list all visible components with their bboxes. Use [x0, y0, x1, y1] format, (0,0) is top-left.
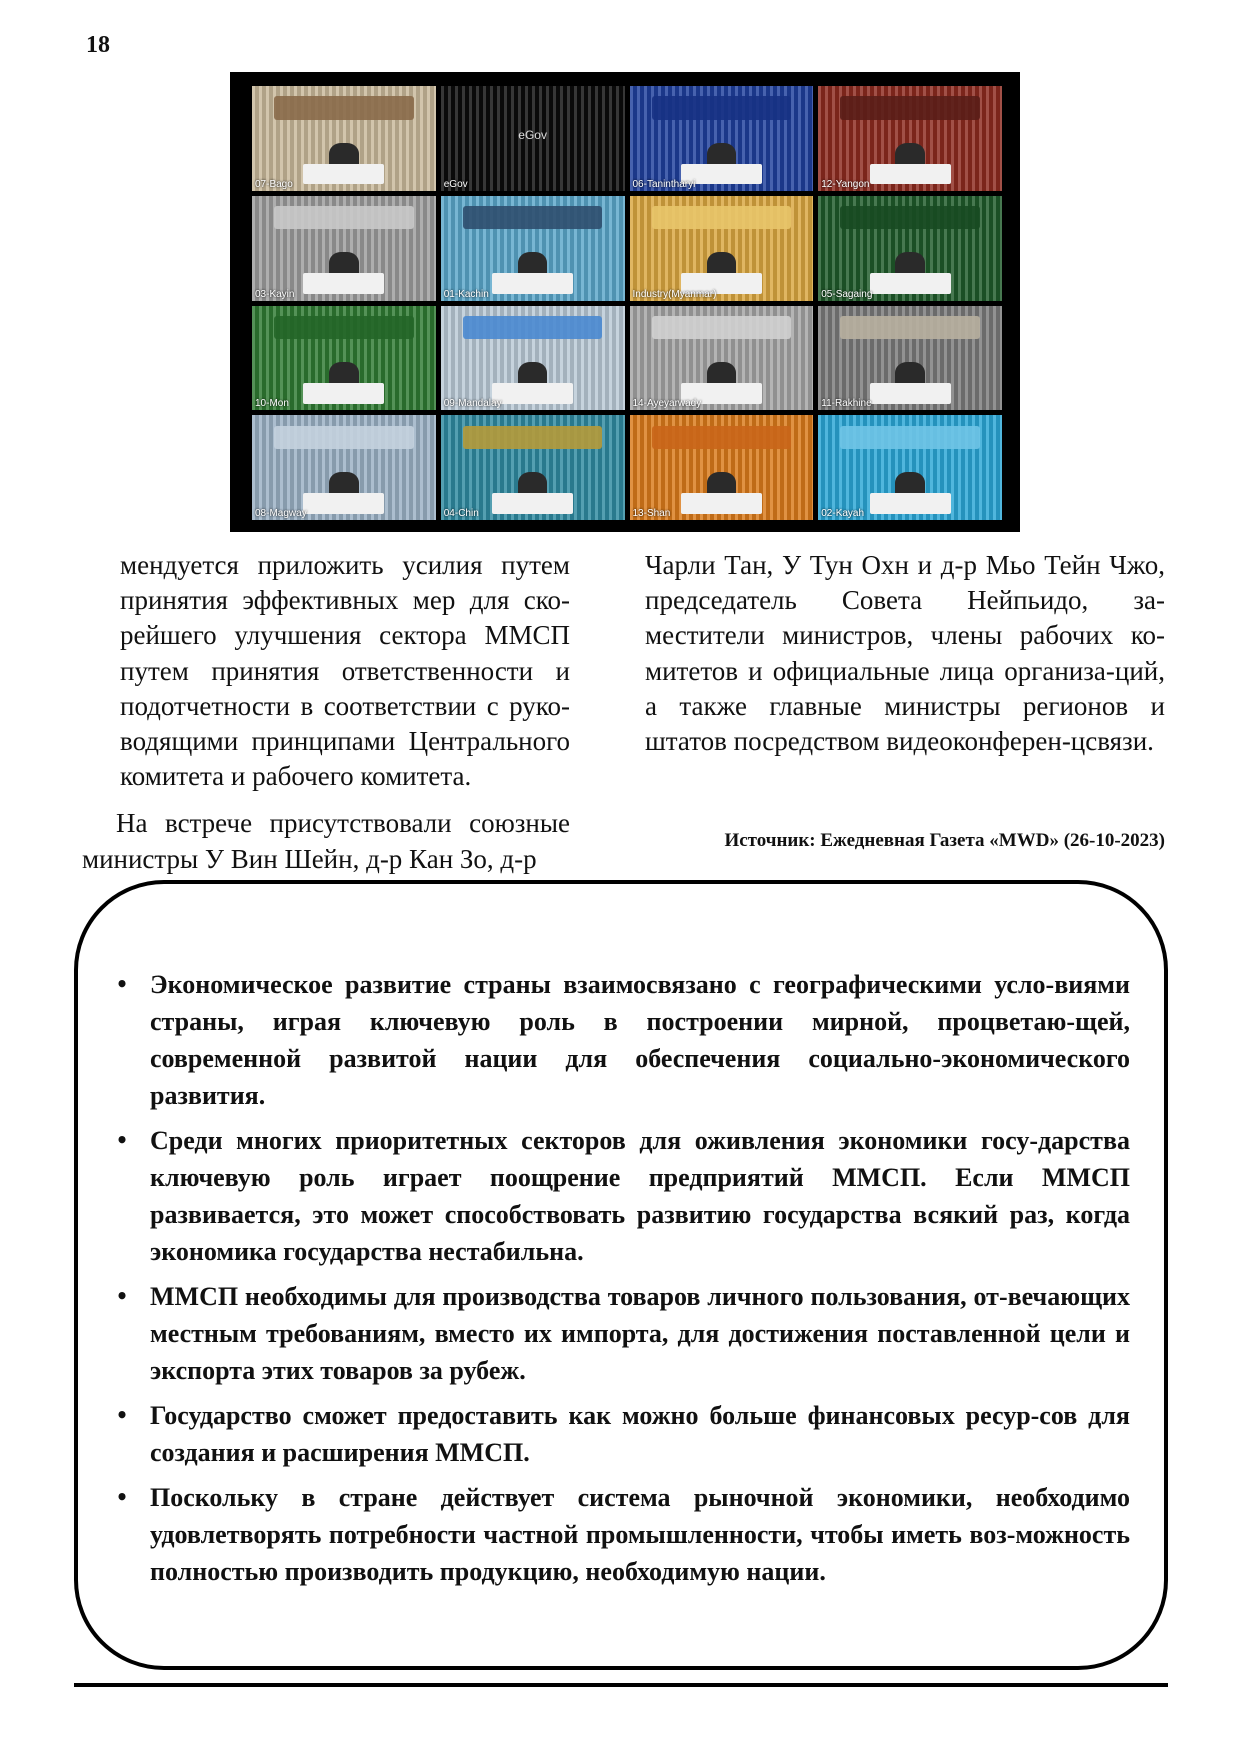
tile-label: Industry(Myanmar) [632, 288, 717, 300]
video-tile [252, 415, 436, 520]
left-paragraph-1: мендуется приложить усилия путем принятия эффективных мер для ско-рейшего улучшения сектора ММСП путем принятия ответственности и подотчетности в соответствии с руко-водящими принципами Центрального комитета и рабочего комитета. [120, 550, 570, 792]
tile-banner [274, 96, 414, 119]
video-conference-photo [230, 72, 1020, 532]
left-column [82, 548, 570, 877]
bullet-icon: • [115, 972, 129, 996]
desk [870, 273, 951, 294]
desk [303, 164, 384, 185]
summary-item [112, 1397, 1130, 1471]
video-tile [818, 196, 1002, 301]
right-column [645, 548, 1165, 759]
tile-label: 07-Bago [255, 178, 293, 190]
summary-item-text: Экономическое развитие страны взаимосвязано с географическими усло-виями страны, играя ключевую роль в построении мирной, процветаю-щей, современной развитой нации для обеспечения социально-экономического развития. [150, 970, 1130, 1110]
tile-banner [840, 206, 980, 229]
video-tile [441, 196, 625, 301]
tile-label: 09-Mandalay [443, 398, 502, 410]
desk [870, 493, 951, 514]
video-tile-grid [252, 86, 1002, 520]
summary-box [74, 880, 1168, 1670]
tile-label: eGov [443, 178, 468, 190]
page-number: 18 [86, 32, 110, 58]
tile-banner [463, 316, 603, 339]
bullet-icon: • [115, 1485, 129, 1509]
tile-label: 04-Chin [443, 508, 479, 519]
tile-banner [463, 426, 603, 449]
summary-item-text: Среди многих приоритетных секторов для оживления экономики госу-дарства ключевую роль играет поощрение предприятий ММСП. Если ММСП развивается, это может способствовать развитию государства всякий раз, когда экономика государства нестабильна. [150, 1126, 1130, 1266]
summary-item-text: Поскольку в стране действует система рыночной экономики, необходимо удовлетворять потребности частной промышленности, чтобы иметь воз-можность полностью производить продукцию, необходимую нации. [150, 1483, 1130, 1586]
left-paragraph-2: На встрече присутствовали союзные министры У Вин Шейн, д-р Кан Зо, д-р [82, 808, 570, 874]
tile-label: 02-Kayah [821, 508, 865, 519]
tile-label: 14-Ayeyarwady [632, 398, 702, 410]
tile-banner [652, 426, 792, 449]
bullet-icon: • [115, 1128, 129, 1152]
tile-center-label: eGov [518, 127, 547, 142]
bullet-icon: • [115, 1284, 129, 1308]
tile-banner [652, 206, 792, 229]
video-tile [630, 415, 814, 520]
tile-banner [274, 206, 414, 229]
tile-label: 03-Kayin [255, 288, 295, 300]
tile-label: 01-Kachin [443, 288, 489, 300]
tile-label: 05-Sagaing [821, 288, 873, 300]
summary-item-text: Государство сможет предоставить как можно больше финансовых ресур-сов для создания и расширения ММСП. [150, 1401, 1130, 1467]
video-tile [252, 196, 436, 301]
desk [303, 493, 384, 514]
tile-label: 06-Tanintharyi [632, 178, 696, 190]
bottom-rule [74, 1683, 1168, 1687]
desk [492, 493, 573, 514]
tile-banner [840, 96, 980, 119]
tile-label: 12-Yangon [821, 178, 870, 190]
desk [303, 273, 384, 294]
video-tile [441, 415, 625, 520]
desk [492, 273, 573, 294]
summary-item [112, 1122, 1130, 1270]
tile-label: 08-Magway [255, 508, 307, 519]
video-tile [252, 306, 436, 411]
bullet-icon: • [115, 1403, 129, 1427]
tile-label: 10-Mon [255, 398, 289, 410]
video-tile [630, 86, 814, 191]
video-tile [630, 306, 814, 411]
tile-banner [274, 426, 414, 449]
tile-banner [274, 316, 414, 339]
video-tile [818, 306, 1002, 411]
video-tile [441, 86, 625, 191]
summary-item [112, 966, 1130, 1114]
summary-item [112, 1278, 1130, 1389]
desk [681, 493, 762, 514]
summary-item [112, 1479, 1130, 1590]
video-tile [818, 415, 1002, 520]
video-tile [441, 306, 625, 411]
desk [870, 164, 951, 185]
desk [870, 383, 951, 404]
tile-banner [652, 316, 792, 339]
tile-label: 11-Rakhine [821, 398, 872, 410]
tile-banner [463, 206, 603, 229]
tile-banner [840, 426, 980, 449]
video-tile [818, 86, 1002, 191]
tile-label: 13-Shan [632, 508, 671, 519]
video-tile [252, 86, 436, 191]
summary-item-text: ММСП необходимы для производства товаров личного пользования, от-вечающих местным требованиям, вместо их импорта, для достижения поставленной цели и экспорта этих товаров за рубеж. [150, 1282, 1130, 1385]
video-tile [630, 196, 814, 301]
summary-list [112, 966, 1130, 1598]
desk [303, 383, 384, 404]
tile-banner [652, 96, 792, 119]
right-paragraph-1: Чарли Тан, У Тун Охн и д-р Мьо Тейн Чжо, председатель Совета Нейпьидо, за-местители министров, члены рабочих ко-митетов и официальные лица организа-ций, а также главные министры регионов и штатов посредством видеоконферен-цсвязи. [645, 550, 1165, 757]
tile-banner [840, 316, 980, 339]
desk [492, 383, 573, 404]
source-citation: Источник: Ежедневная Газета «MWD» (26-10-2023) [724, 830, 1165, 851]
